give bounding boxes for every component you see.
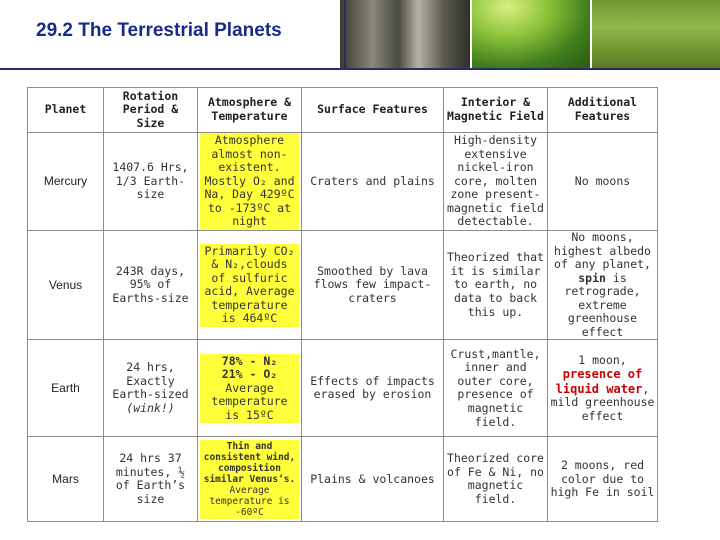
header-planet: Planet bbox=[28, 88, 104, 133]
atmosphere-cell bbox=[198, 340, 302, 437]
atmosphere-cell bbox=[198, 230, 302, 340]
header-atmosphere: Atmosphere & Temperature bbox=[198, 88, 302, 133]
atmosphere-block bbox=[200, 354, 299, 424]
additional-pre: 1 moon, bbox=[578, 352, 627, 367]
header-divider bbox=[0, 68, 720, 70]
rotation-cell: 243R days, 95% of Earths-size bbox=[104, 230, 198, 340]
rotation-note: (wink!) bbox=[126, 401, 175, 415]
additional-red: presence of liquid water bbox=[555, 367, 643, 396]
surface-cell: Effects of impacts erased by erosion bbox=[302, 340, 444, 437]
rotation-cell bbox=[104, 340, 198, 437]
table-row bbox=[28, 133, 658, 231]
interior-cell: High-density extensive nickel-iron core, molten zone present-magnetic field detectable. bbox=[444, 133, 548, 231]
planets-table bbox=[27, 87, 658, 522]
planet-name: Mercury bbox=[28, 133, 104, 231]
header-photo-tree bbox=[592, 0, 720, 68]
additional-post: is retrograde, extreme greenhouse effect bbox=[564, 270, 641, 339]
atmosphere-temp: Average temperature is -60ºC bbox=[209, 484, 290, 518]
additional-post: , mild greenhouse effect bbox=[550, 381, 655, 423]
atmosphere-temp: Average temperature is 15ºC bbox=[211, 380, 288, 422]
rotation-text: 24 hrs, Exactly Earth-sized bbox=[112, 360, 189, 402]
header-photo-grass bbox=[472, 0, 590, 68]
atmosphere-text: Atmosphere almost non-existent. Mostly O₂ and Na, Day 429ºC to -173ºC at night bbox=[200, 133, 299, 230]
table-row bbox=[28, 340, 658, 437]
rotation-cell: 24 hrs 37 minutes, ½ of Earth’s size bbox=[104, 437, 198, 522]
header-row bbox=[28, 88, 658, 133]
header-rotation: Rotation Period & Size bbox=[104, 88, 198, 133]
atmosphere-n2: 78% - N₂ bbox=[221, 353, 278, 368]
slide-title: 29.2 The Terrestrial Planets bbox=[36, 20, 282, 41]
table-row bbox=[28, 437, 658, 522]
interior-cell: Theorized that it is similar to earth, no data to back this up. bbox=[444, 230, 548, 340]
atmosphere-text: Primarily CO₂ & N₂,clouds of sulfuric acid, Average temperature is 464ºC bbox=[200, 244, 299, 327]
additional-cell bbox=[548, 340, 658, 437]
additional-cell: 2 moons, red color due to high Fe in soil bbox=[548, 437, 658, 522]
atmosphere-cell bbox=[198, 133, 302, 231]
atmosphere-o2: 21% - O₂ bbox=[221, 367, 278, 382]
interior-cell: Theorized core of Fe & Ni, no magnetic field. bbox=[444, 437, 548, 522]
table-row bbox=[28, 230, 658, 340]
header-interior: Interior & Magnetic Field bbox=[444, 88, 548, 133]
surface-cell: Craters and plains bbox=[302, 133, 444, 231]
title-divider bbox=[344, 0, 346, 70]
surface-cell: Smoothed by lava flows few impact-craters bbox=[302, 230, 444, 340]
planet-name: Mars bbox=[28, 437, 104, 522]
header-photo-rock bbox=[340, 0, 470, 68]
header-surface: Surface Features bbox=[302, 88, 444, 133]
atmosphere-block bbox=[200, 440, 299, 519]
atmosphere-cell bbox=[198, 437, 302, 522]
atmosphere-bold: Thin and consistent wind, composition similar Venus’s. bbox=[203, 440, 296, 485]
additional-cell bbox=[548, 230, 658, 340]
additional-pre: No moons, highest albedo of any planet, bbox=[554, 229, 651, 272]
planet-name: Earth bbox=[28, 340, 104, 437]
header-additional: Additional Features bbox=[548, 88, 658, 133]
surface-cell: Plains & volcanoes bbox=[302, 437, 444, 522]
interior-cell: Crust,mantle, inner and outer core, presence of magnetic field. bbox=[444, 340, 548, 437]
planet-name: Venus bbox=[28, 230, 104, 340]
rotation-cell: 1407.6 Hrs, 1/3 Earth-size bbox=[104, 133, 198, 231]
additional-cell: No moons bbox=[548, 133, 658, 231]
additional-bold: spin bbox=[578, 270, 606, 285]
